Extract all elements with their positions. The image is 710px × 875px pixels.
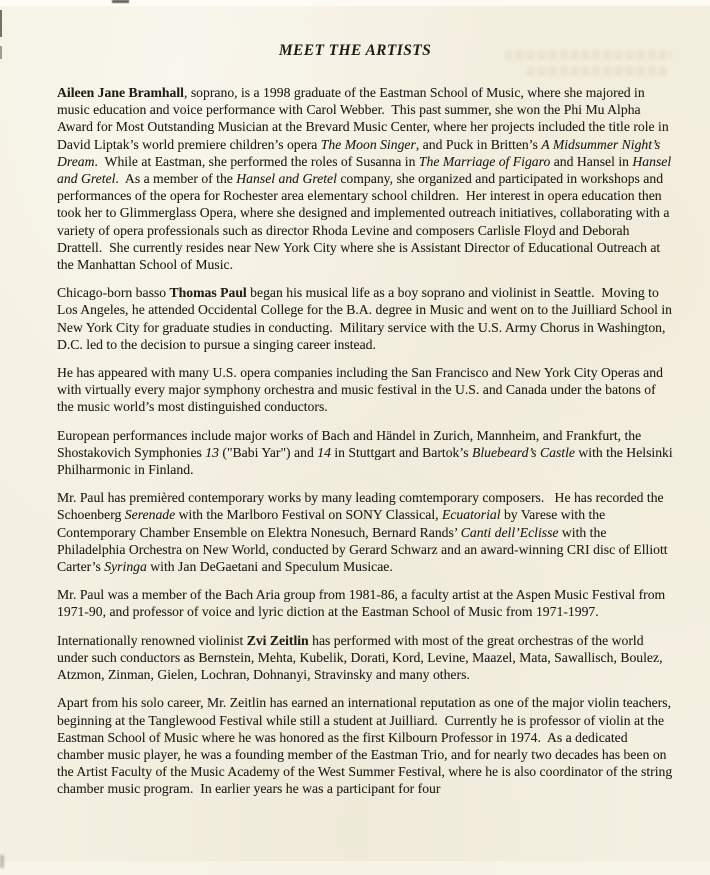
work-title: 14 (317, 444, 331, 460)
text-run: ("Babi Yar") and (218, 444, 318, 460)
text-run: Mr. Paul was a member of the Bach Aria group from 1981-86, a faculty artist at the Aspen Music Festival from 1971-90, and professor of voice and lyric diction at the Eastman School of Music from 1971-1997. (57, 587, 669, 620)
text-run: , soprano, is a 1998 graduate of the Eastman School of Music, where she majored in music education and voice performance with Carol Webber. This past summer, she won the Phi Mu Alpha Award for Most Outstanding Musician at the Brevard Music Center, where her projects included the title role in David Liptak’s world premiere children’s opera (57, 85, 673, 152)
paragraph (57, 586, 673, 620)
scan-artifact-bottom-left (0, 855, 4, 868)
work-title: Syringa (104, 559, 147, 575)
text-run: . As a member of the (115, 171, 237, 187)
scan-light-band-bottom (0, 861, 710, 875)
text-run: . While at Eastman, she performed the roles of Susanna in (94, 153, 419, 169)
artist-name: Aileen Jane Bramhall (57, 85, 184, 100)
work-title: A Midsummer Night’s Dream (57, 136, 664, 169)
work-title: 13 (205, 444, 219, 460)
work-title: Hansel and Gretel (57, 153, 675, 187)
paragraph (57, 284, 676, 353)
text-run: Mr. Paul has premièred contemporary works by many leading comtemporary composers. He has recorded the Schoenberg (57, 490, 668, 523)
work-title: The Marriage of Figaro (418, 153, 551, 169)
text-run: , and Puck in Britten’s (415, 136, 542, 152)
text-run: with Jan DeGaetani and Speculum Musicae. (146, 559, 393, 575)
text-run: with the Helsinki Philharmonic in Finland. (57, 444, 677, 478)
text-run: Apart from his solo career, Mr. Zeitlin has earned an international reputation as one of the major violin teachers, beginning at the Tanglewood Festival while still a student at Juilliard. Currently he is professor of violin at the Eastman School of Music where he was honored as the first Kilbourn Professor in 1974. As a dedicated chamber music player, he was a founding member of the Eastman Trio, and for nearly two decades has been on the Artist Faculty of the Music Academy of the West Summer Festival, where he is also coordinator of the string chamber music program. In earlier years he was a participant for four (57, 695, 676, 797)
page-title: MEET THE ARTISTS (278, 42, 432, 59)
text-run: Internationally renowned violinist (57, 632, 247, 648)
artist-name: Thomas Paul (169, 285, 247, 301)
bleed-through-ghost-text-2 (527, 66, 668, 76)
work-title: Ecuatorial (441, 507, 501, 523)
scan-artifact-left-edge (0, 10, 2, 37)
scan-light-band-top (0, 0, 710, 6)
text-run: and Hansel in (550, 153, 633, 169)
text-run: in Stuttgart and Bartok’s (330, 444, 472, 460)
text-run: began his musical life as a boy soprano and violinist in Seattle. Moving to Los Angeles, he attended Occidental College for the B.A. degree in Music and went on to the Juilliard School in New York City for graduate studies in conducting. Military service with the U.S. Army Chorus in Washington, D.C. led to the decision to pursue a singing career instead. (57, 285, 676, 352)
text-run: has performed with most of the great orchestras of the world under such conductors as Bernstein, Mehta, Kubelik, Dorati, Kord, Levine, Maazel, Mata, Sawallisch, Boulez, Atzmon, Zinman, Gielen, Lochran, Dohnanyi, Stravinsky and many others. (57, 632, 666, 683)
article-body (57, 84, 677, 809)
work-title: Serenade (124, 507, 176, 523)
work-title: The Moon Singer (320, 136, 416, 152)
text-run: with the Philadelphia Orchestra on New World, conducted by Gerard Schwarz and an award-winning CRI disc of Elliott Carter’s (57, 524, 672, 575)
paragraph (57, 632, 673, 684)
paragraph (57, 84, 673, 273)
text-run: by Varese with the Contemporary Chamber Ensemble on Elektra Nonesuch, Bernard Rands’ (57, 507, 609, 540)
scan-artifact-top-dash (112, 0, 129, 3)
text-run: company, she organized and participated in workshops and performances of the opera for Rochester area elementary school children. Her interest in opera education then took her to Glimmerglass Opera, where she designed and implemented outreach initiatives, collaborating with a variety of opera professionals such as director Rhoda Levine and composers Carlisle Floyd and Deborah Drattell. She currently resides near New York City where she is Assistant Director of Educational Outreach at the Manhattan School of Music. (57, 171, 673, 273)
paragraph (57, 364, 673, 416)
text-run: Chicago-born basso (57, 285, 170, 301)
paragraph (57, 489, 673, 575)
paragraph (57, 694, 676, 797)
work-title: Canti dell’Eclisse (460, 524, 559, 540)
work-title: Bluebeard’s Castle (471, 444, 575, 460)
work-title: Hansel and Gretel (236, 171, 337, 187)
paragraph (57, 427, 677, 479)
text-run: He has appeared with many U.S. opera companies including the San Francisco and New York City Operas and with virtually every major symphony orchestra and music festival in the U.S. and Canada under the batons of the music world’s most distinguished conductors. (57, 365, 667, 415)
text-run: with the Marlboro Festival on SONY Classical, (175, 507, 442, 523)
text-run: European performances include major works of Bach and Händel in Zurich, Mannheim, and Frankfurt, the Shostakovich Symphonies (57, 427, 645, 460)
artist-name: Zvi Zeitlin (246, 632, 309, 648)
